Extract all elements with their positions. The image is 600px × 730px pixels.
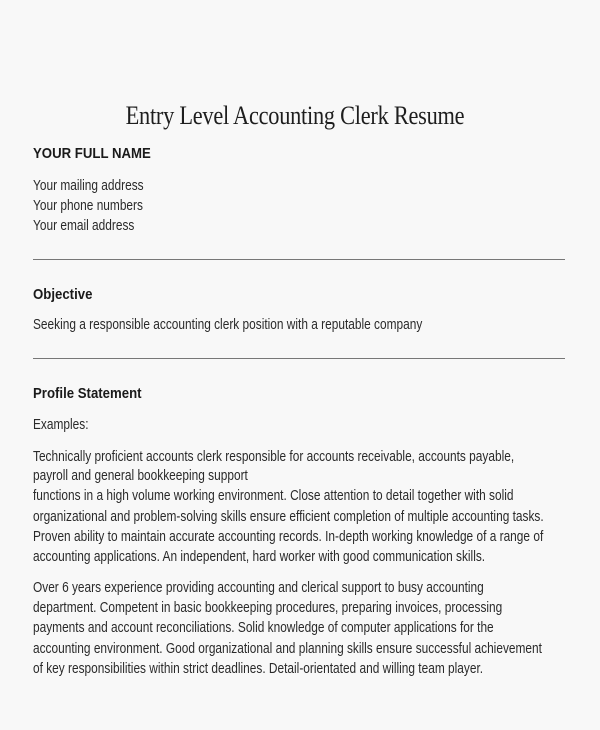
profile-paragraph-2-line: accounting environment. Good organizational and planning skills ensure successful achievement bbox=[33, 641, 542, 657]
section-divider bbox=[33, 358, 565, 359]
profile-paragraph-2-line: of key responsibilities within strict deadlines. Detail-orientated and willing team player. bbox=[33, 661, 484, 677]
profile-paragraph-1-line: accounting applications. An independent, hard worker with good communication skills. bbox=[33, 549, 486, 565]
objective-heading: Objective bbox=[33, 286, 93, 303]
profile-paragraph-1-line: Technically proficient accounts clerk responsible for accounts receivable, accounts payable, bbox=[33, 449, 515, 465]
section-divider bbox=[33, 259, 565, 260]
resume-title: Entry Level Accounting Clerk Resume bbox=[125, 101, 465, 130]
phone-numbers-line: Your phone numbers bbox=[33, 198, 143, 214]
profile-paragraph-1-line: Proven ability to maintain accurate accounting records. In-depth working knowledge of a range of bbox=[33, 529, 544, 545]
objective-text: Seeking a responsible accounting clerk position with a reputable company bbox=[33, 317, 423, 333]
profile-paragraph-1-line: payroll and general bookkeeping support bbox=[33, 468, 248, 484]
mailing-address-line: Your mailing address bbox=[33, 178, 144, 194]
examples-label: Examples: bbox=[33, 417, 89, 433]
profile-statement-heading: Profile Statement bbox=[33, 385, 142, 402]
full-name-heading: YOUR FULL NAME bbox=[33, 145, 151, 162]
profile-paragraph-2-line: Over 6 years experience providing accounting and clerical support to busy accounting bbox=[33, 580, 484, 596]
email-address-line: Your email address bbox=[33, 218, 135, 234]
profile-paragraph-1-line: functions in a high volume working environment. Close attention to detail together with solid bbox=[33, 488, 514, 504]
profile-paragraph-1-line: organizational and problem-solving skills ensure efficient completion of multiple accounting tasks. bbox=[33, 509, 544, 525]
profile-paragraph-2-line: department. Competent in basic bookkeeping procedures, preparing invoices, processing bbox=[33, 600, 503, 616]
profile-paragraph-2-line: payments and account reconciliations. Solid knowledge of computer applications for the bbox=[33, 620, 494, 636]
